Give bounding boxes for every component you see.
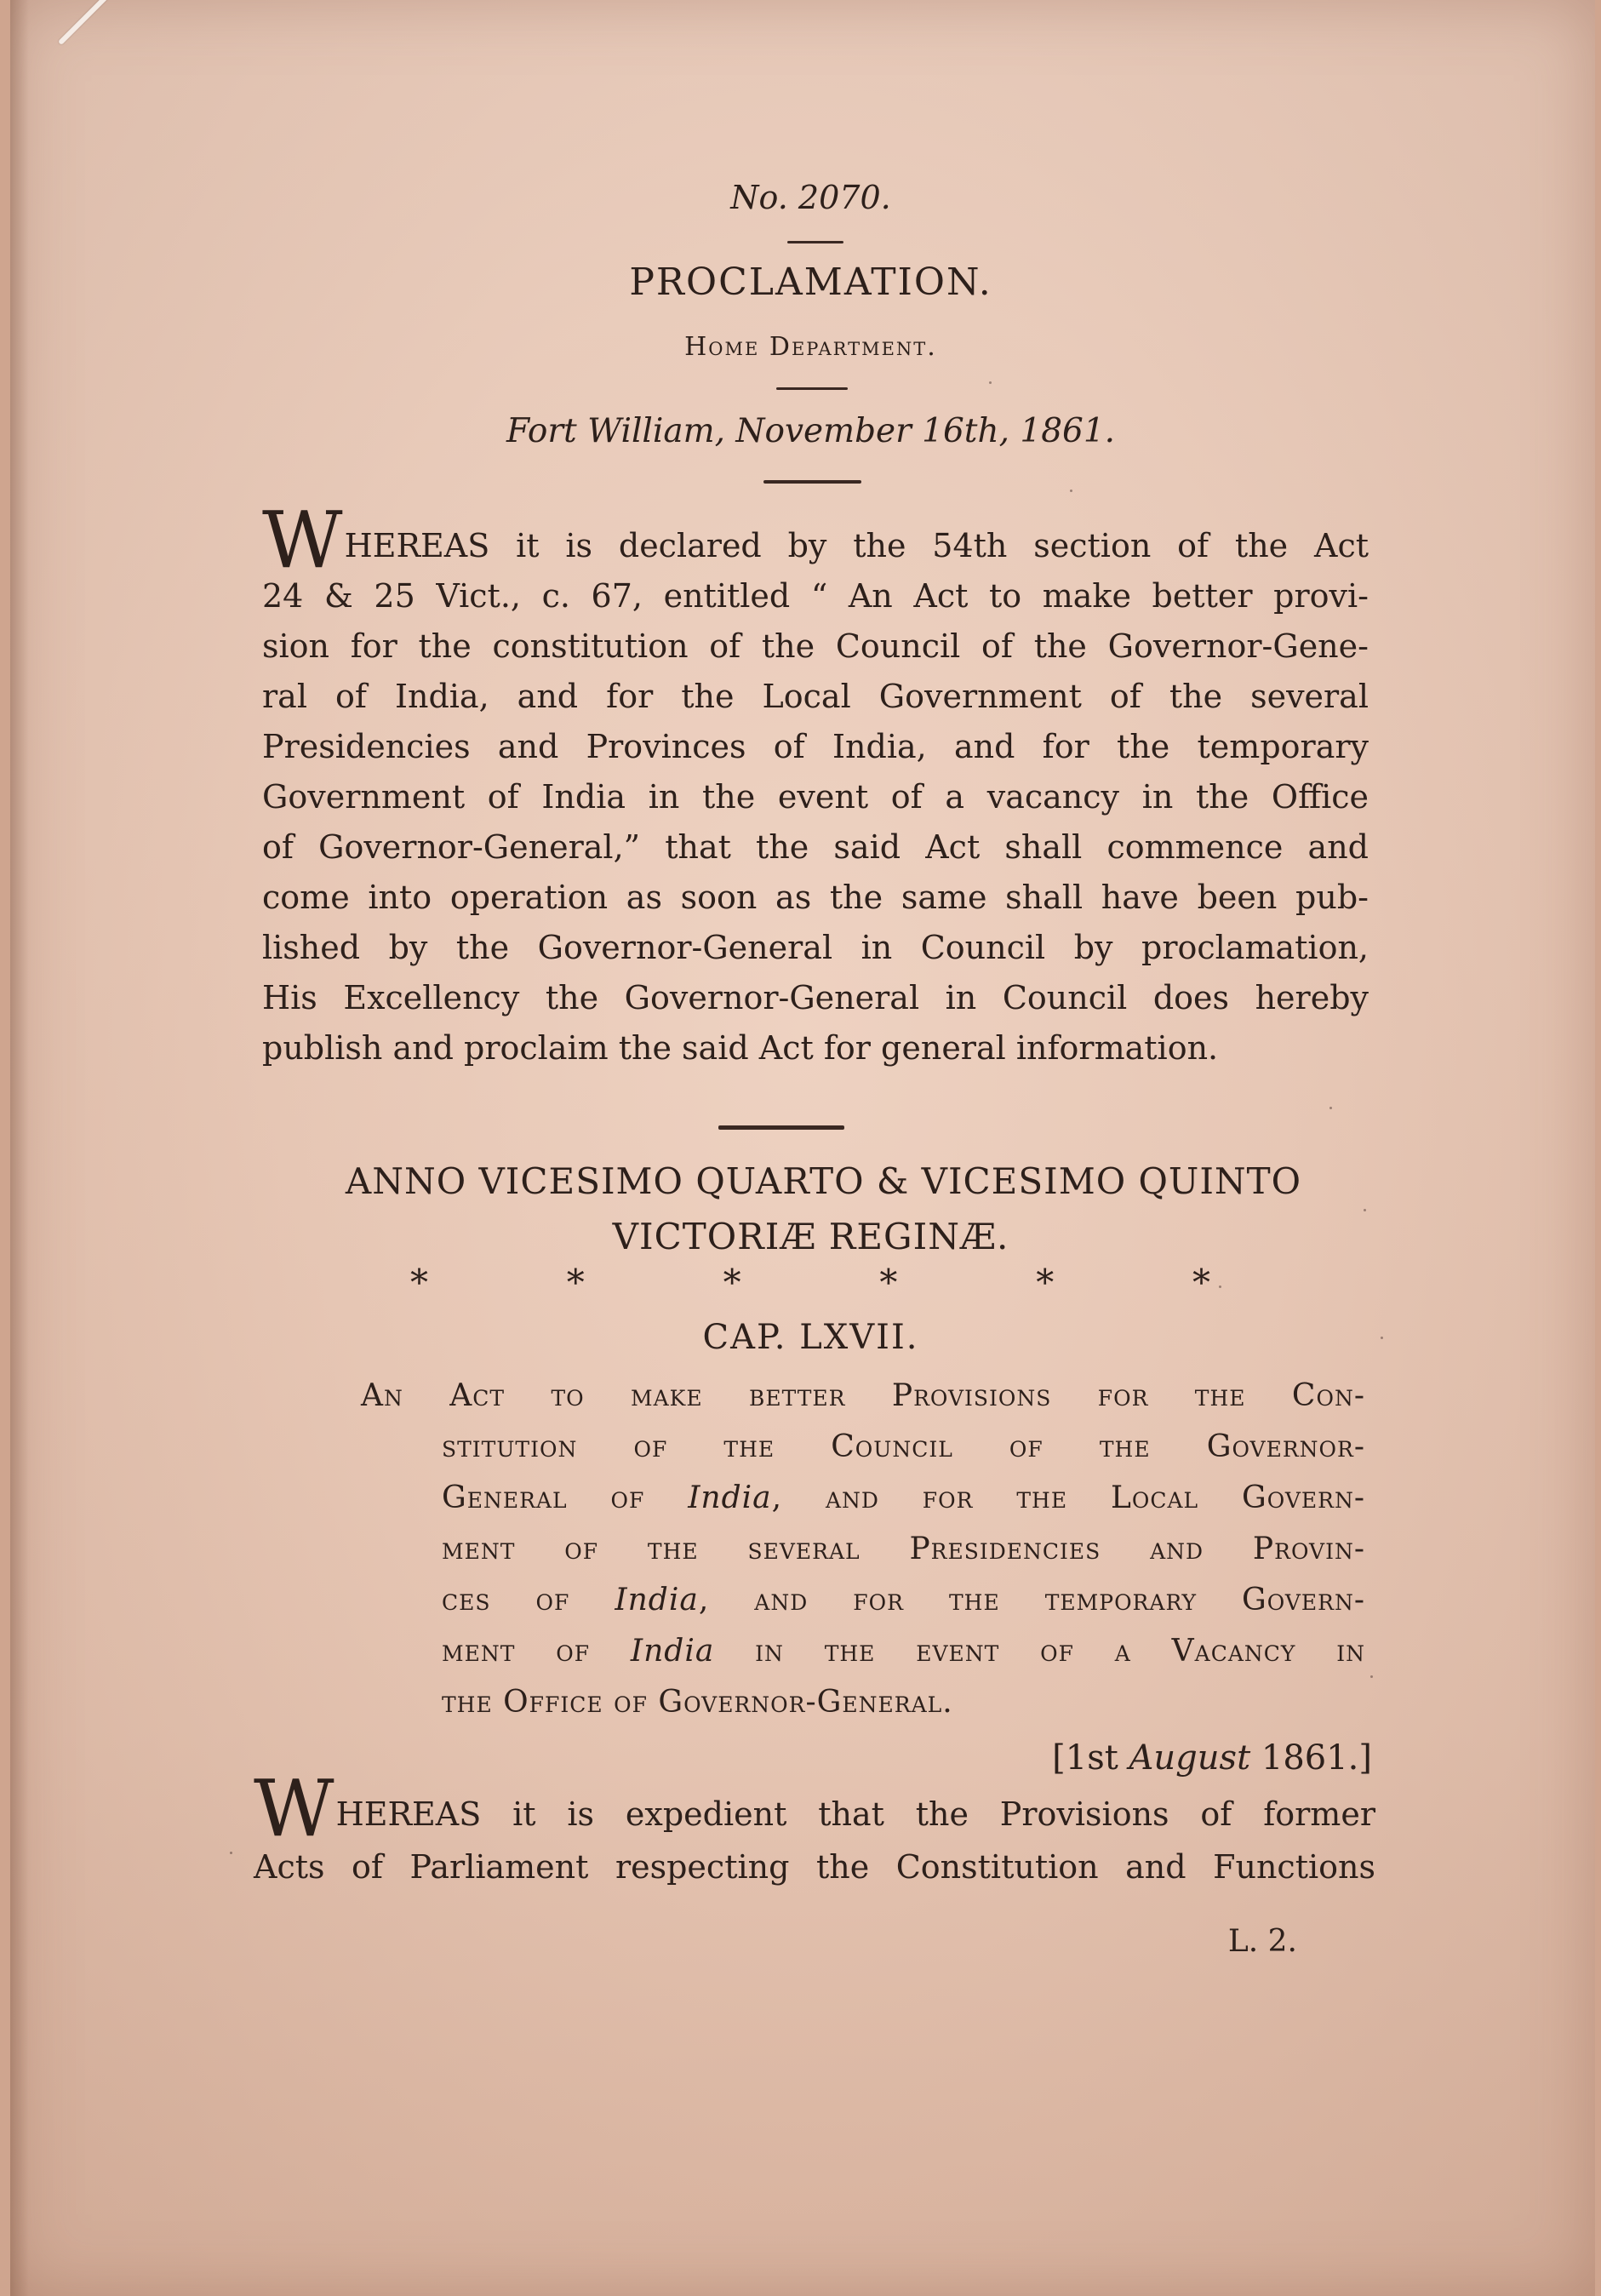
proclamation-line: 24 & 25 Vict., c. 67, entitled “ An Act to make better provi- <box>262 577 1369 615</box>
document-page <box>10 0 1595 2296</box>
printer-signature-mark: L. 2. <box>1227 1924 1297 1959</box>
asterisk-row <box>410 1262 1210 1303</box>
act-title-line <box>361 1524 1365 1575</box>
proclamation-line <box>262 495 1369 586</box>
asterisk: * <box>566 1262 585 1303</box>
proclamation-paragraph <box>262 495 1369 1074</box>
act-title-line <box>361 1422 1365 1473</box>
paper-speck <box>989 381 992 384</box>
asterisk: * <box>1036 1262 1055 1303</box>
act-title-text: the Office of Governor-General. <box>442 1685 953 1720</box>
dateline: Fort William, November 16th, 1861. <box>506 412 1116 450</box>
act-paragraph-line: Acts of Parliament respecting the Constitution and Functions <box>254 1848 1375 1886</box>
act-title-text: General of <box>442 1480 689 1515</box>
asterisk: * <box>410 1262 428 1303</box>
act-long-title <box>361 1371 1365 1728</box>
proclamation-line-text: HEREAS it is declared by the 54th section of the Act <box>344 527 1369 564</box>
drop-cap: W <box>262 495 343 586</box>
act-title-line <box>361 1626 1365 1677</box>
section-divider-rule <box>718 1125 844 1130</box>
asterisk: * <box>723 1262 741 1303</box>
act-title-text: in the event of a Vacancy in <box>714 1634 1365 1669</box>
act-date-pre: [1st <box>1052 1738 1129 1778</box>
act-date <box>1052 1738 1372 1778</box>
proclamation-line: come into operation as soon as the same shall have been pub- <box>262 879 1369 916</box>
rule-under-department <box>776 387 848 390</box>
paper-speck <box>1381 1337 1383 1339</box>
act-paragraph-line-text: HEREAS it is expedient that the Provisions of former <box>335 1795 1375 1833</box>
act-date-post: 1861.] <box>1250 1738 1372 1778</box>
rule-under-dateline <box>763 480 861 484</box>
act-title-italic: India <box>630 1634 715 1669</box>
paper-speck <box>1370 1675 1373 1678</box>
paper-speck <box>1070 490 1072 492</box>
paper-speck <box>1329 1107 1332 1109</box>
act-paragraph-line <box>254 1763 1375 1854</box>
proclamation-line: publish and proclaim the said Act for general information. <box>262 1029 1219 1067</box>
document-title: PROCLAMATION. <box>629 261 992 304</box>
regnal-year-line: ANNO VICESIMO QUARTO & VICESIMO QUINTO <box>345 1160 1302 1202</box>
paper-speck <box>1219 1285 1221 1288</box>
proclamation-line: lished by the Governor-General in Council by proclamation, <box>262 929 1369 966</box>
serial-number: No. 2070. <box>730 179 891 216</box>
chapter-heading: CAP. LXVII. <box>702 1318 919 1357</box>
act-title-text: An Act to make better Provisions for the Con- <box>361 1378 1365 1413</box>
proclamation-line: Presidencies and Provinces of India, and for the temporary <box>262 728 1369 765</box>
act-date-month: August <box>1129 1738 1251 1778</box>
proclamation-line: ral of India, and for the Local Government of the several <box>262 678 1369 715</box>
proclamation-line: His Excellency the Governor-General in Council does hereby <box>262 979 1369 1016</box>
regina-line: VICTORIÆ REGINÆ. <box>612 1216 1009 1257</box>
act-title-text: , and for the Local Govern- <box>771 1480 1365 1515</box>
department-heading: Home Department. <box>684 332 937 362</box>
proclamation-line: of Governor-General,” that the said Act shall commence and <box>262 828 1369 866</box>
act-title-text: ment of <box>442 1634 631 1669</box>
paper-speck <box>230 1852 232 1854</box>
act-title-italic: India <box>688 1480 772 1515</box>
rule-under-serial <box>787 241 843 243</box>
act-paragraph <box>254 1763 1375 1893</box>
asterisk: * <box>879 1262 898 1303</box>
act-title-italic: India <box>615 1583 699 1618</box>
act-title-line <box>361 1575 1365 1626</box>
act-title-line <box>361 1371 1365 1422</box>
proclamation-line: Government of India in the event of a vacancy in the Office <box>262 778 1369 816</box>
asterisk: * <box>1192 1262 1210 1303</box>
proclamation-line: sion for the constitution of the Council of the Governor-Gene- <box>262 627 1369 665</box>
act-title-text: , and for the temporary Govern- <box>698 1583 1365 1618</box>
act-title-text: ces of <box>442 1583 615 1618</box>
drop-cap: W <box>254 1763 334 1854</box>
staple-mark <box>58 0 116 45</box>
paper-speck <box>1364 1209 1366 1211</box>
act-title-line <box>361 1473 1365 1524</box>
act-title-line <box>361 1677 1365 1728</box>
act-title-text: ment of the several Presidencies and Provin- <box>442 1532 1365 1566</box>
act-title-text: stitution of the Council of the Governor- <box>442 1429 1365 1464</box>
